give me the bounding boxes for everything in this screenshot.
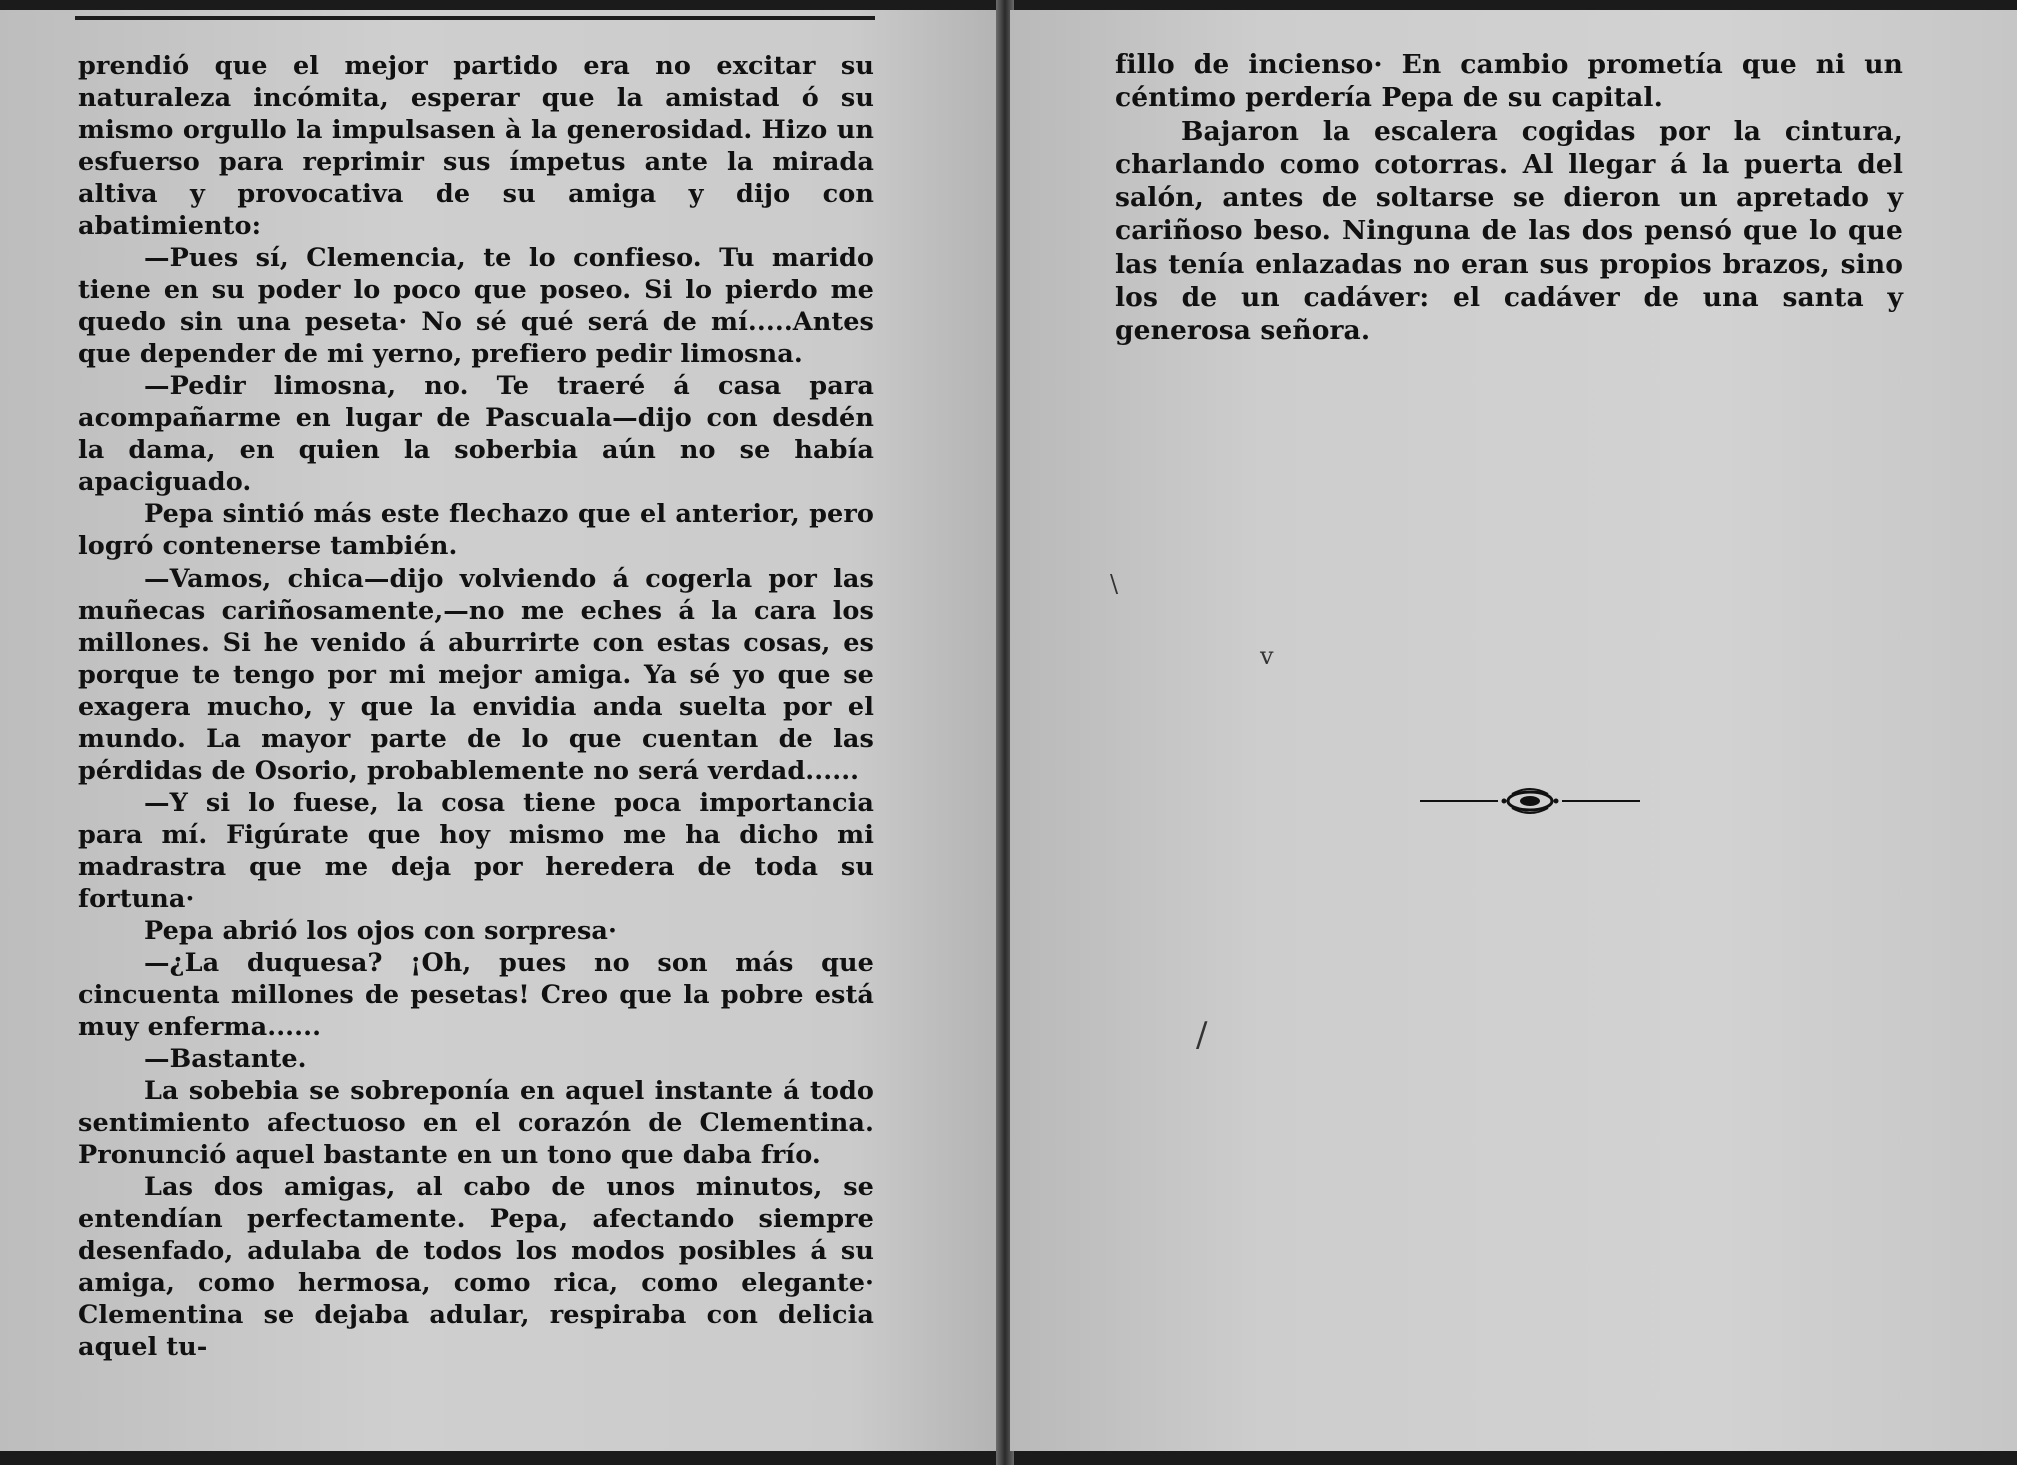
left-page-text [78, 50, 874, 1363]
stray-mark: / [1196, 1015, 1208, 1055]
end-of-chapter-ornament-icon [1420, 786, 1640, 816]
paragraph: Las dos amigas, al cabo de unos minutos, se entendían perfectamente. Pepa, afectando siempre desenfado, adulaba de todos los modos posibles á su amiga, como hermosa, como rica, como elegante· Clementina se dejaba adular, respiraba con delicia aquel tu- [78, 1172, 874, 1363]
paragraph: Bajaron la escalera cogidas por la cintura, charlando como cotorras. Al llegar á la puerta del salón, antes de soltarse se dieron un apretado y cariñoso beso. Ninguna de las dos pensó que lo que las tenía enlazadas no eran sus propios brazos, sino los de un cadáver: el cadáver de una santa y generosa señora. [1115, 115, 1903, 347]
paragraph: —Y si lo fuese, la cosa tiene poca importancia para mí. Figúrate que hoy mismo me ha dicho mi madrastra que me deja por heredera de toda su fortuna· [78, 787, 874, 914]
paragraph: —¿La duquesa? ¡Oh, pues no son más que cincuenta millones de pesetas! Creo que la pobre está muy enferma...... [78, 947, 874, 1042]
stray-mark: v [1260, 642, 1274, 670]
paragraph: —Pedir limosna, no. Te traeré á casa para acompañarme en lugar de Pascuala—dijo con desdén la dama, en quien la soberbia aún no se había apaciguado. [78, 371, 874, 498]
right-page-text [1115, 48, 1903, 348]
paragraph: —Bastante. [144, 1043, 307, 1074]
paragraph: Pepa abrió los ojos con sorpresa· [144, 915, 618, 946]
stray-mark: \ [1110, 570, 1119, 598]
paragraph: —Pues sí, Clemencia, te lo confieso. Tu marido tiene en su poder lo poco que poseo. Si lo pierdo me quedo sin una peseta· No sé qué será de mí.....Antes que depender de mi yerno, prefiero pedir limosna. [78, 243, 874, 370]
paragraph: —Vamos, chica—dijo volviendo á cogerla por las muñecas cariñosamente,—no me eches á la cara los millones. Si he venido á aburrirte con estas cosas, es porque te tengo por mi mejor amiga. Ya sé yo que se exagera mucho, y que la envidia anda suelta por el mundo. La mayor parte de lo que cuentan de las pérdidas de Osorio, probablemente no será verdad...... [78, 563, 874, 786]
paragraph: fillo de incienso· En cambio prometía que ni un céntimo perdería Pepa de su capital. [1115, 49, 1903, 114]
top-rule [75, 16, 875, 20]
left-page [0, 10, 1000, 1451]
paragraph: prendió que el mejor partido era no excitar su naturaleza incómita, esperar que la amistad ó su mismo orgullo la impulsasen à la generosidad. Hizo un esfuerso para reprimir sus ímpetus ante la mirada altiva y provocativa de su amiga y dijo con abatimiento: [78, 51, 874, 242]
right-page [1010, 10, 2017, 1451]
paragraph: La sobebia se sobreponía en aquel instante á todo sentimiento afectuoso en el corazón de Clementina. Pronunció aquel bastante en un tono que daba frío. [78, 1076, 874, 1171]
paragraph: Pepa sintió más este flechazo que el anterior, pero logró contenerse también. [78, 499, 874, 562]
